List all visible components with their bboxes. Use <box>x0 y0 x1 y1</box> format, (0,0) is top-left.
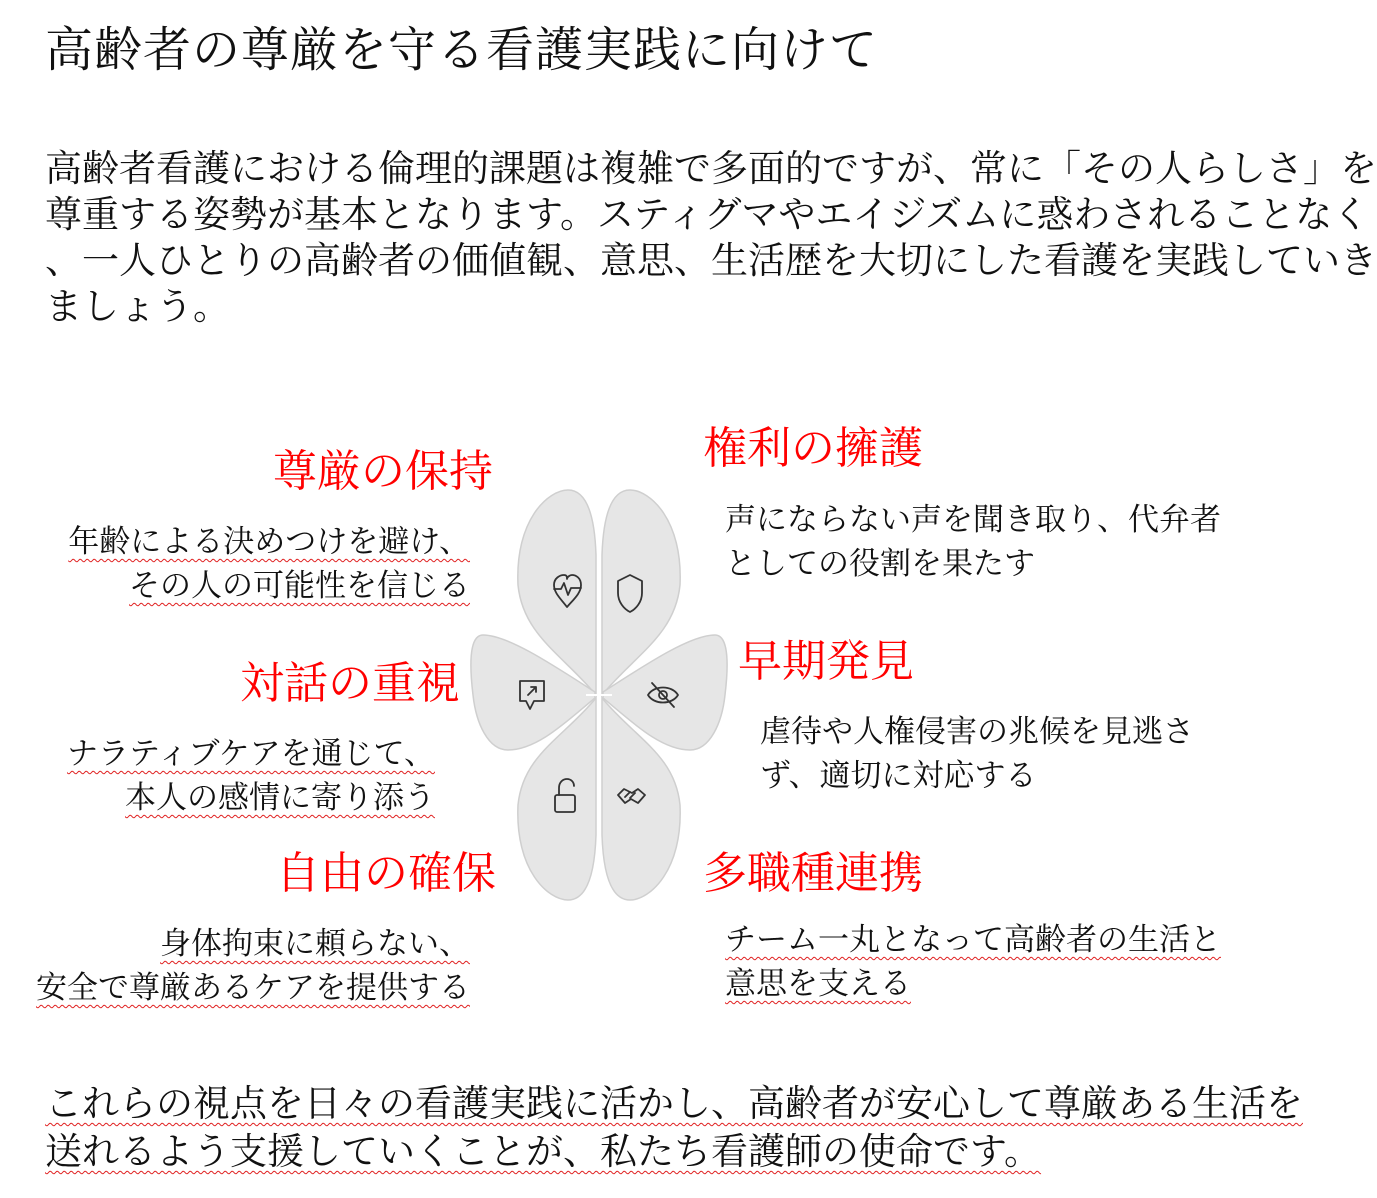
teamwork-description <box>725 918 1221 1006</box>
early-detection-title: 早期発見 <box>738 636 914 687</box>
dialogue-description <box>67 732 435 820</box>
advocacy-title: 権利の擁護 <box>703 423 923 474</box>
freedom-title: 自由の確保 <box>276 848 496 899</box>
early-detection-description <box>760 710 1194 798</box>
dialogue-title: 対話の重視 <box>240 658 460 709</box>
dignity-description <box>68 520 470 608</box>
page-title: 高齢者の尊厳を守る看護実践に向けて <box>45 22 879 78</box>
dialogue-line: 本人の感情に寄り添う <box>125 780 435 816</box>
early-detection-line: ず、適切に対応する <box>760 758 1037 794</box>
dignity-title: 尊厳の保持 <box>273 446 493 497</box>
intro-line: 、一人ひとりの高齢者の価値観、意思、生活歴を大切にした看護を実践していき <box>45 239 1377 282</box>
intro-line: ましょう。 <box>45 285 230 328</box>
dialogue-line: ナラティブケアを通じて、 <box>67 736 435 772</box>
advocacy-line: としての役割を果たす <box>725 546 1035 582</box>
intro-line: 高齢者看護における倫理的課題は複雑で多面的ですが、常に「その人らしさ」を <box>45 147 1377 190</box>
teamwork-line: 意思を支える <box>725 966 911 1002</box>
closing-paragraph <box>45 1080 1303 1176</box>
closing-line: これらの視点を日々の看護実践に活かし、高齢者が安心して尊厳ある生活を <box>45 1082 1303 1125</box>
advocacy-description <box>725 498 1221 586</box>
dignity-line: その人の可能性を信じる <box>129 568 470 604</box>
teamwork-line: チーム一丸となって高齢者の生活と <box>725 922 1221 958</box>
intro-paragraph <box>45 146 1377 330</box>
early-detection-line: 虐待や人権侵害の兆候を見逃さ <box>760 714 1194 750</box>
petal-diagram <box>468 485 730 905</box>
closing-line: 送れるよう支援していくことが、私たち看護師の使命です。 <box>45 1130 1042 1173</box>
dignity-line: 年齢による決めつけを避け、 <box>68 524 470 560</box>
freedom-description <box>36 922 470 1010</box>
advocacy-line: 声にならない声を聞き取り、代弁者 <box>725 502 1221 538</box>
freedom-line: 安全で尊厳あるケアを提供する <box>36 970 470 1006</box>
freedom-line: 身体拘束に頼らない、 <box>160 926 470 962</box>
intro-line: 尊重する姿勢が基本となります。スティグマやエイジズムに惑わされることなく <box>45 193 1370 236</box>
teamwork-title: 多職種連携 <box>703 848 923 899</box>
